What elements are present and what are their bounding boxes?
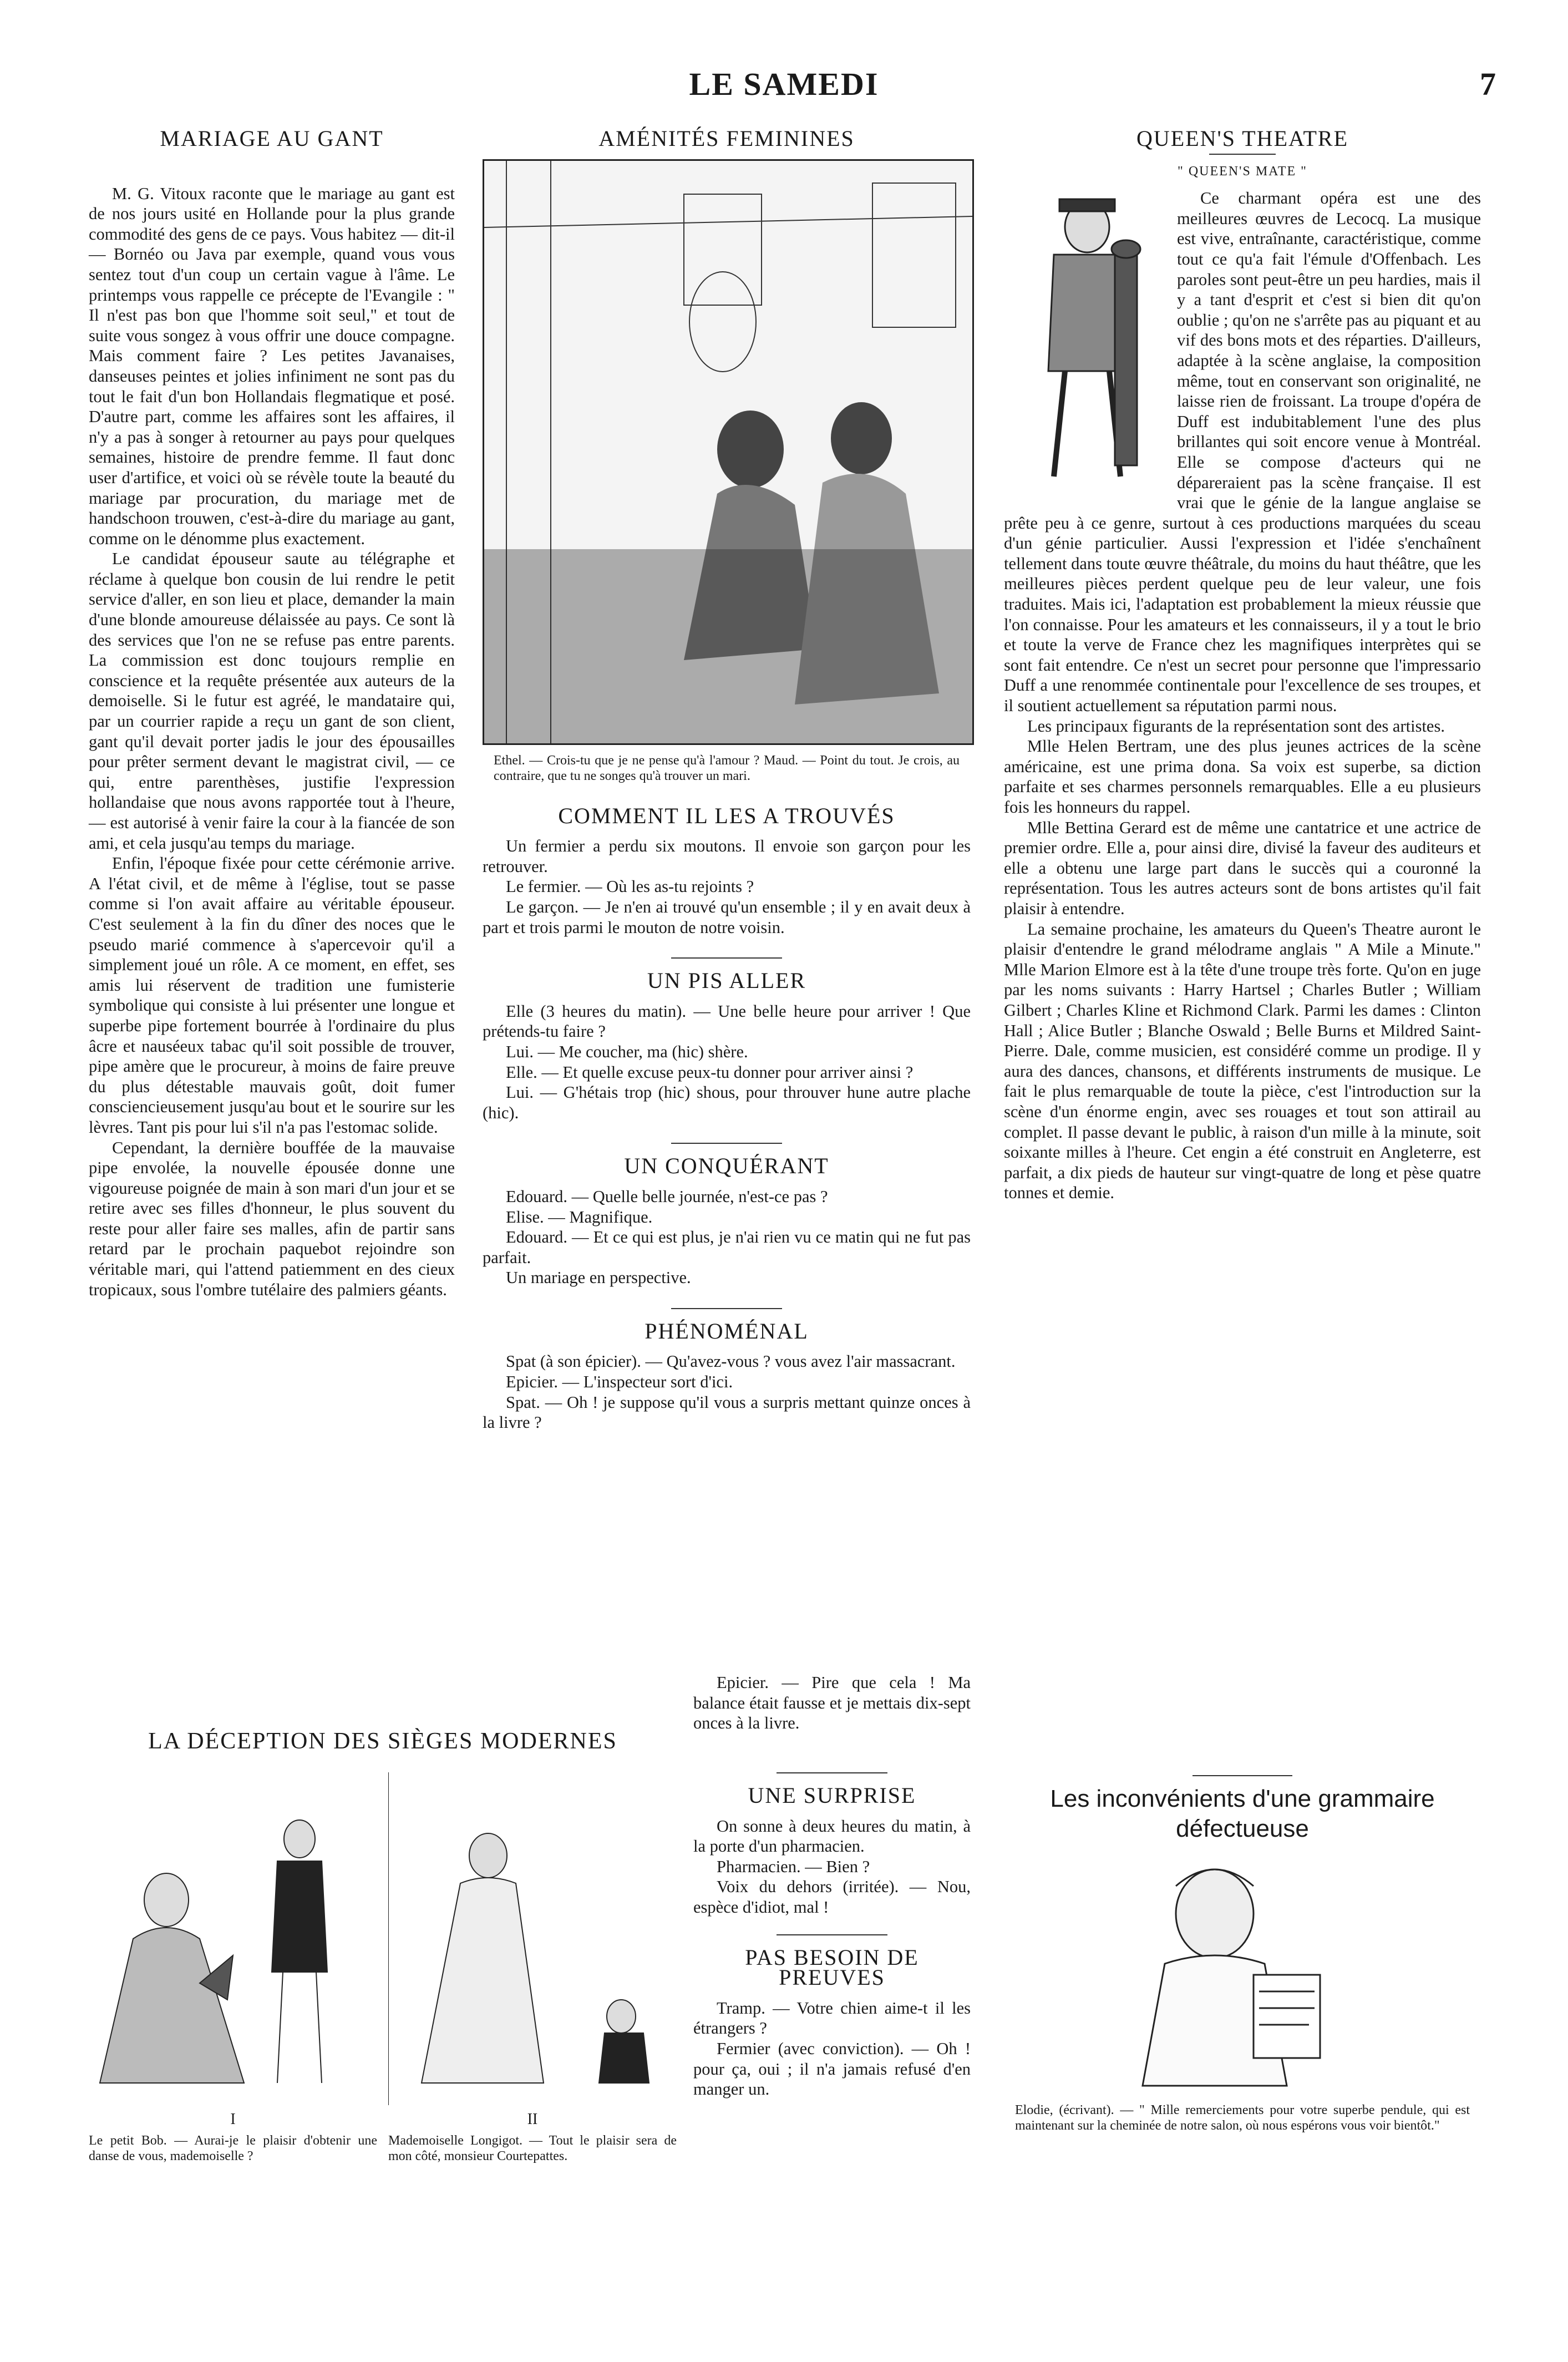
text-line: Pharmacien. — Bien ? xyxy=(717,1857,870,1876)
paragraph: La semaine prochaine, les amateurs du Queen's Theatre auront le plaisir d'entendre le grand mélodrame anglais " A Mile a Minute." Mlle Marion Elmore est à la tête d'une troupe très forte. Qu'on en juge par les noms suivants : Harry Hartsel ; Charles Butler ; William Gilbert ; Charles Kline et Richmond Clark. Parmi les dames : Clinton Hall ; Alice Butler ; Blanche Oswald ; Belle Burns et Mildred Saint-Pierre. Dale, comme musicien, est considéré comme un prodige. Il y aura des dances, chansons, et différents instruments de musique. Le fait le plus remarquable de toute la pièce, c'est l'introduction sur la scène d'un énorme engin, avec ses rouages et tout son attirail au complet. Il passe devant le public, à raison d'un mille à la minute, soit soixante milles à l'heure. Cet engin a été construit en Angleterre, est parfait, a dix pieds de hauteur sur vingt-quatre de long et pèse quatre tonnes et demie. xyxy=(1004,919,1481,1203)
text-line: Spat (à son épicier). — Qu'avez-vous ? vous avez l'air massacrant. xyxy=(506,1352,956,1371)
illustration-elodie xyxy=(1087,1853,1398,2097)
article-heading: MARIAGE AU GANT xyxy=(160,126,384,151)
cartoon-block xyxy=(89,1728,677,2183)
paragraph: Mlle Bettina Gerard est de même une cantatrice et une actrice de premier ordre. Elle a, pour ainsi dire, divisé la faveur des auditeurs et elle a obtenu une large part dans le succès qui a couronné la représentation. Tous les autres acteurs sont de bons artistes qu'il fait plaisir à entendre. xyxy=(1004,818,1481,918)
text-line: Edouard. — Quelle belle journée, n'est-ce pas ? xyxy=(506,1187,828,1206)
illustration-caption: Ethel. — Crois-tu que je ne pense qu'à l'amour ? Maud. — Point du tout. Je crois, au contraire, que tu ne songes qu'à trouver un mari. xyxy=(494,753,960,783)
cartoon-heading: LA DÉCEPTION DES SIÈGES MODERNES xyxy=(148,1729,617,1754)
masthead-title: LE SAMEDI xyxy=(689,66,879,102)
paragraph: M. G. Vitoux raconte que le mariage au gant est de nos jours usité en Hollande pour la plus grande commodité des gens de ce pays. Vous habitez — dit-il — Bornéo ou Java par exemple, quand vous vous sentez tout d'un coup un certain vague à l'âme. Le printemps vous rappelle ce précepte de l'Evangile : " Il n'est pas bon que l'homme soit seul," et tout de suite vous songez à vous offrir une douce compagne. Mais comment faire ? Les petites Javanaises, danseuses peintes et jolies infiniment ne sont pas du tout le fait d'un bon Hollandais flegmatique et posé. D'autre part, comme les affaires sont les affaires, il n'y a pas à songer à retourner au pays pour quelques semaines, histoire de prendre femme. Il faut donc user d'artifice, et voici où se révèle toute la beauté du mariage par procuration, du mariage met de handschoon trouwen, c'est-à-dire du mariage au gant, comme on le dénomme plus exactement. xyxy=(89,184,455,548)
text-line: Voix du dehors (irritée). — Nou, espèce d'idiot, mal ! xyxy=(693,1877,971,1917)
column-mariage-au-gant xyxy=(89,126,455,1682)
panel-label-1: I xyxy=(230,2111,236,2128)
grammaire-box xyxy=(1004,1775,1481,2197)
paragraph: Ce charmant opéra est une des meilleures œuvres de Lecocq. La musique est vive, entraînante, caractéristique, comme tout ce qu'a fait l'émule d'Offenbach. Les paroles sont peut-être un peu hardies, mais il y a tant d'esprit et c'est si bien dit qu'on oublie ; qu'on ne s'arrête pas au piquant et au vif des bons mots et des réparties. D'ailleurs, adaptée à la scène anglaise, la composition même, tout en conservant son originalité, ne laisse rien de froissant. La troupe d'opéra de Duff est indubitablement l'une des plus brillantes qui soit encore venue à Montréal. Elle se compose d'acteurs qui ne dépareraient pas la scène française. Il est vrai que le génie de la langue anglaise se prête peu à ce genre, surtout à ces productions marquées du sceau d'un génie particulier. Aussi l'expression et l'idée s'enchaînent tellement dans toute œuvre théâtrale, du moins du haut théâtre, que les meilleures pièces perdent quelque peu de leur valeur, une fois traduites. Mais ici, l'adaptation est probablement la mieux réussie que l'on connaisse. Pour les amateurs et les connaisseurs, il y a tout le brio et toute la verve de France chez les magnifiques interprètes qui se sont fait entendre. Ce n'est un secret pour personne que l'impressario Duff a une renommée continentale pour l'excellence de ses troupes, et il soutient actuellement sa réputation parmi nous. xyxy=(1004,189,1481,716)
box-caption: Elodie, (écrivant). — " Mille remerciements pour votre superbe pendule, qui est maintenant sur la cheminée de notre salon, où nous espérons vous voir bientôt." xyxy=(1015,2103,1470,2133)
section-heading: PHÉNOMÉNAL xyxy=(645,1318,809,1344)
text-line: Epicier. — L'inspecteur sort d'ici. xyxy=(506,1372,733,1392)
column-surprises xyxy=(693,1772,971,2272)
text-line: Spat. — Oh ! je suppose qu'il vous a surpris mettant quinze onces à la livre ? xyxy=(483,1392,971,1432)
article-subheading: " QUEEN'S MATE " xyxy=(1178,164,1307,179)
cartoon-caption-2: Mademoiselle Longigot. — Tout le plaisir sera de mon côté, monsieur Courtepattes. xyxy=(388,2133,677,2163)
box-title: Les inconvénients d'une grammaire défectueuse xyxy=(1050,1785,1435,1842)
section-heading: PAS BESOIN DE PREUVES xyxy=(745,1944,919,1990)
paragraph: Cependant, la dernière bouffée de la mauvaise pipe envolée, la nouvelle épousée donne une vigoureuse poignée de main à son mari d'un jour et se retire avec ses filles d'honneur, le plus souvent du reste pour aller faire ses malles, afin de partir sans retard par le prochain paquebot rejoindre son véritable mari, qui l'attend patiemment en des cieux tropicaux, sous l'ombre tutélaire des palmiers géants. xyxy=(89,1138,455,1299)
article-heading: AMÉNITÉS FEMININES xyxy=(598,126,855,151)
cartoon-caption-1: Le petit Bob. — Aurai-je le plaisir d'obtenir une danse de vous, mademoiselle ? xyxy=(89,2133,377,2163)
text-line: Le garçon. — Je n'en ai trouvé qu'un ensemble ; il y en avait deux à part et trois parmi le mouton de notre voisin. xyxy=(483,897,971,937)
section-heading: UNE SURPRISE xyxy=(748,1783,916,1808)
section-heading: COMMENT IL LES A TROUVÉS xyxy=(558,803,895,828)
text-line: Elle. — Et quelle excuse peux-tu donner pour arriver ainsi ? xyxy=(506,1062,914,1082)
panel-label-2: II xyxy=(527,2111,538,2128)
illustration-two-women xyxy=(483,159,974,745)
section-heading: UN PIS ALLER xyxy=(647,968,806,994)
column-queens-theatre xyxy=(1004,126,1481,1771)
cartoon-panel-1 xyxy=(89,1772,377,2105)
paragraph: Enfin, l'époque fixée pour cette cérémonie arrive. A l'état civil, et de même à l'église, tout se passe comme si l'on avait affaire au véritable épouseur. C'est seulement à la fin du dîner des noces que le pseudo marié commence à s'apercevoir qu'il a simplement joué un rôle. A ce moment, en effet, ses amis lui réservent de tradition une fumisterie symbolique qui consiste à lui présenter une longue et superbe pipe fortement bourrée à l'ordinaire du plus âcre et nauséeux tabac qu'il soit possible de trouver, pipe amère que le procureur, à moins de faire preuve du plus détestable mauvais goût, doit fumer consciencieusement jusqu'au bout et le sourire sur les lèvres. Tant pis pour lui s'il n'a pas l'estomac solide. xyxy=(89,854,455,1137)
illustration-actor xyxy=(1004,188,1165,499)
text-line: On sonne à deux heures du matin, à la porte d'un pharmacien. xyxy=(693,1816,971,1856)
text-line: Fermier (avec conviction). — Oh ! pour ça, oui ; il n'a jamais refusé d'en manger un. xyxy=(693,2039,971,2099)
paragraph: Les principaux figurants de la représentation sont des artistes. xyxy=(1027,716,1445,736)
text-line: Epicier. — Pire que cela ! Ma balance était fausse et je mettais dix-sept onces à la livre. xyxy=(693,1673,971,1733)
text-line: Un fermier a perdu six moutons. Il envoie son garçon pour les retrouver. xyxy=(483,837,971,876)
text-line: Edouard. — Et ce qui est plus, je n'ai rien vu ce matin qui ne fut pas parfait. xyxy=(483,1228,971,1267)
text-line: Elle (3 heures du matin). — Une belle heure pour arriver ! Que prétends-tu faire ? xyxy=(483,1001,971,1041)
text-line: Un mariage en perspective. xyxy=(506,1268,691,1288)
text-line: Le fermier. — Où les as-tu rejoints ? xyxy=(506,877,754,896)
text-line: Tramp. — Votre chien aime-t il les étrangers ? xyxy=(693,1998,971,2038)
text-line: Lui. — G'hétais trop (hic) shous, pour throuver hune autre plache (hic). xyxy=(483,1083,971,1122)
article-heading: QUEEN'S THEATRE xyxy=(1136,126,1348,151)
paragraph: Mlle Helen Bertram, une des plus jeunes actrices de la scène américaine, est une prima dona. Sa voix est superbe, sa diction parfaite et ses charmes personnels remarquables. Elle a eu plusieurs fois les honneurs du rappel. xyxy=(1004,737,1481,817)
cartoon-panel-2 xyxy=(388,1772,677,2105)
phenomenal-continued xyxy=(693,1672,971,1734)
paragraph: Le candidat épouseur saute au télégraphe et réclame à quelque bon cousin de lui rendre le petit service d'aller, en son lieu et place, demander la main d'une blonde amoureuse délaissée au pays. Ce sont là des services que l'on ne se refuse pas entre parents. La commission est donc toujours remplie en conscience et la requête présentée aux auteurs de la demoiselle. Si le futur est agréé, le mandataire qui, par un courrier rapide a reçu un gant de son client, gant qu'il devait porter jadis le jour des épousailles pour prêter serment devant le magistrat civil, — ce qui, entre parenthèses, justifie l'expression hollandaise que nous avons rapportée tout à l'heure, — est autorisé à venir faire la cour à la fiancée de son ami, et cela jusqu'au temps du mariage. xyxy=(89,549,455,853)
section-heading: UN CONQUÉRANT xyxy=(624,1153,829,1179)
text-line: Elise. — Magnifique. xyxy=(506,1207,653,1226)
page-number: 7 xyxy=(1480,66,1496,102)
text-line: Lui. — Me coucher, ma (hic) shère. xyxy=(506,1042,748,1061)
